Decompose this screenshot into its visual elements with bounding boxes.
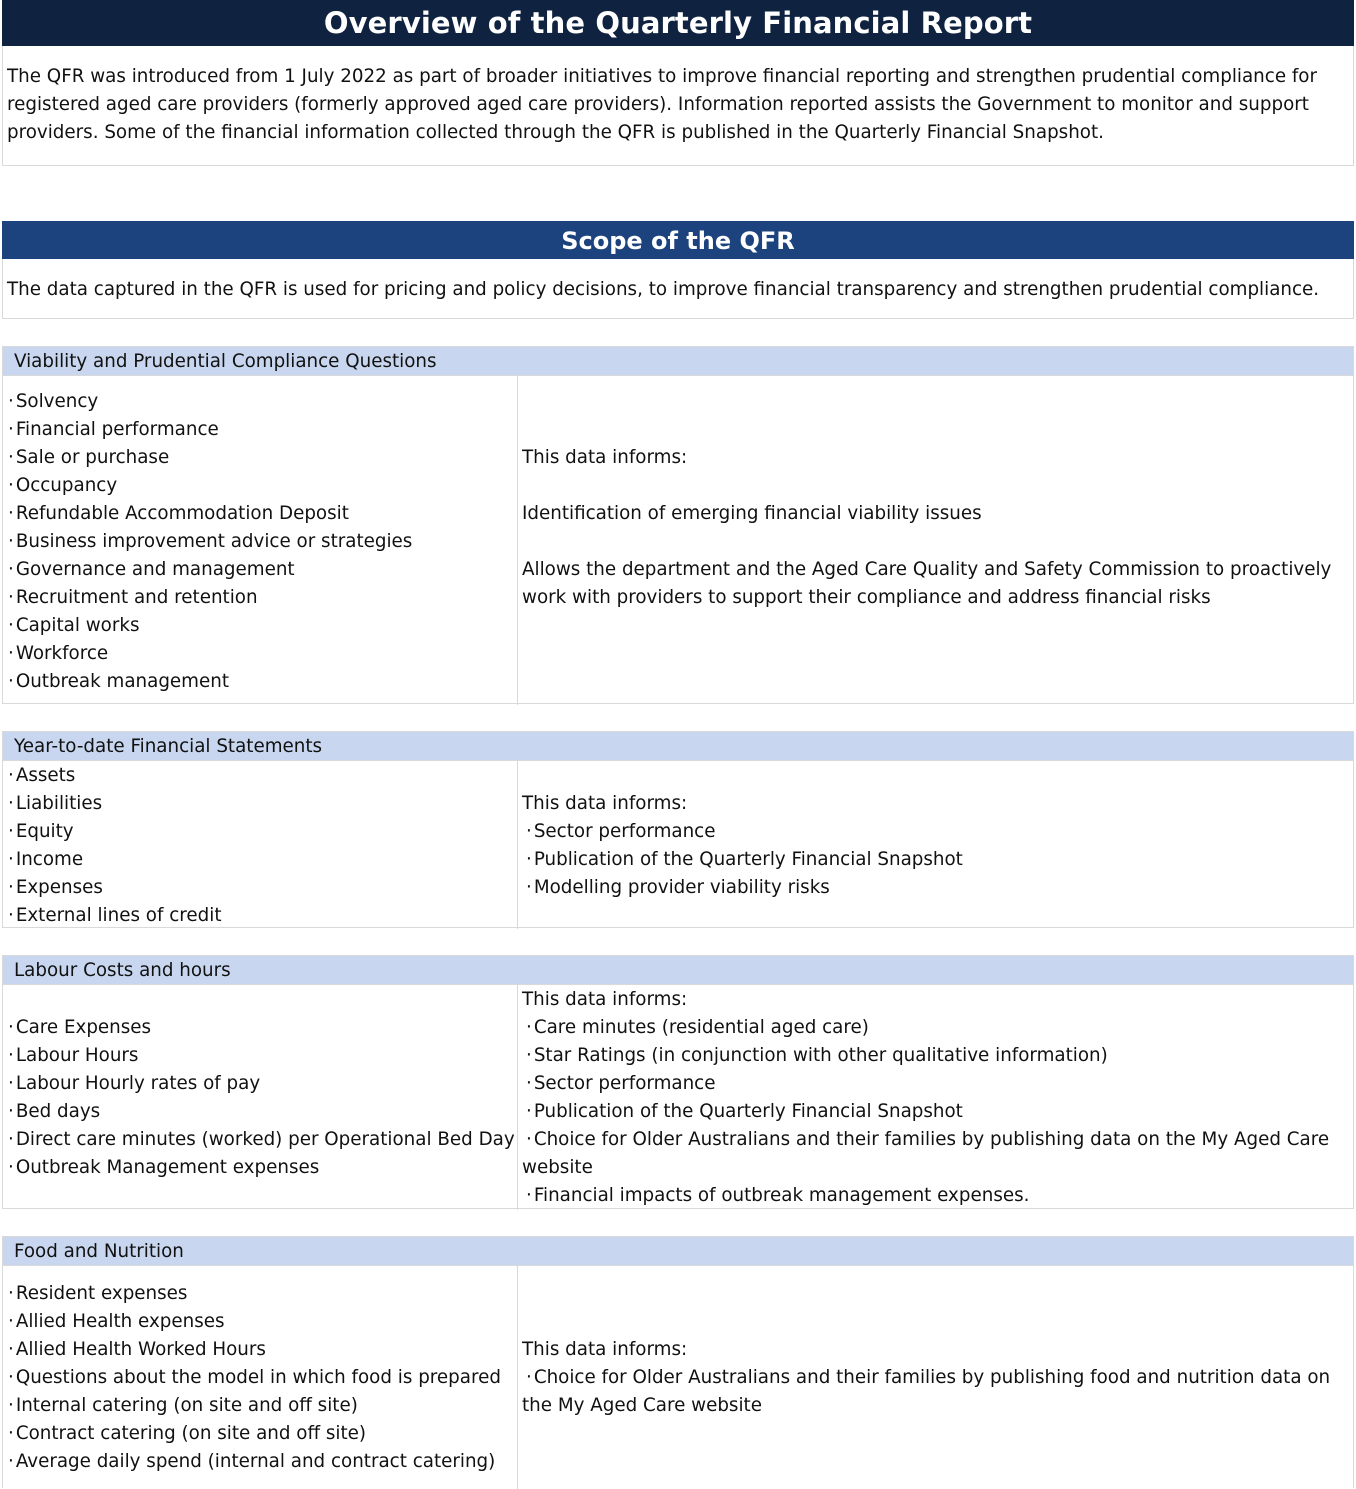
section-viability xyxy=(2,346,1354,704)
informs-item: · Publication of the Quarterly Financial Snapshot xyxy=(522,1098,1351,1126)
scope-text: The data captured in the QFR is used for pricing and policy decisions, to improve financial transparency and strengthen prudential compliance. xyxy=(2,259,1354,319)
informs-label: This data informs: xyxy=(522,989,688,1010)
informs-paragraph: Allows the department and the Aged Care Quality and Safety Commission to proactively work with providers to support their compliance and address financial risks xyxy=(522,559,1332,608)
section-items xyxy=(3,985,518,1210)
informs-item: · Choice for Older Australians and their families by publishing data on the My Aged Care website xyxy=(522,1126,1351,1182)
list-item: · Allied Health Worked Hours xyxy=(8,1336,517,1364)
list-item: · Resident expenses xyxy=(8,1280,517,1308)
list-item: · Internal catering (on site and off site) xyxy=(8,1392,517,1420)
section-heading: Food and Nutrition xyxy=(3,1237,1353,1266)
list-item: · Financial performance xyxy=(8,416,517,444)
intro-paragraph: The QFR was introduced from 1 July 2022 as part of broader initiatives to improve financial reporting and strengthen prudential compliance for registered aged care providers (formerly approved aged care providers). Information reported assists the Government to monitor and support providers. Some of the financial information collected through the QFR is published in the Quarterly Financial Snapshot. xyxy=(2,46,1354,166)
section-items xyxy=(3,376,518,705)
list-item: · Direct care minutes (worked) per Operational Bed Day xyxy=(8,1126,517,1154)
section-ytd-statements xyxy=(2,731,1354,928)
section-informs xyxy=(518,761,1353,929)
section-labour xyxy=(2,955,1354,1209)
section-informs xyxy=(518,1266,1353,1489)
section-heading: Labour Costs and hours xyxy=(3,956,1353,985)
section-heading: Viability and Prudential Compliance Questions xyxy=(3,347,1353,376)
list-item: · Expenses xyxy=(8,874,517,902)
section-heading: Year-to-date Financial Statements xyxy=(3,732,1353,761)
informs-item: · Publication of the Quarterly Financial Snapshot xyxy=(522,846,1351,874)
list-item: · Allied Health expenses xyxy=(8,1308,517,1336)
list-item: · Outbreak Management expenses xyxy=(8,1154,517,1182)
informs-item: · Financial impacts of outbreak management expenses. xyxy=(522,1182,1351,1210)
list-item: · Questions about the model in which food is prepared xyxy=(8,1364,517,1392)
list-item: · Contract catering (on site and off site) xyxy=(8,1420,517,1448)
section-informs xyxy=(518,376,1353,705)
scope-heading: Scope of the QFR xyxy=(2,221,1354,259)
list-item: · Recruitment and retention xyxy=(8,584,517,612)
list-item: · Income xyxy=(8,846,517,874)
list-item: · Equity xyxy=(8,818,517,846)
list-item: · Workforce xyxy=(8,640,517,668)
informs-label: This data informs: xyxy=(522,1339,688,1360)
informs-item: · Sector performance xyxy=(522,1070,1351,1098)
list-item: · Bed days xyxy=(8,1098,517,1126)
list-item: · Labour Hourly rates of pay xyxy=(8,1070,517,1098)
page-title: Overview of the Quarterly Financial Report xyxy=(2,0,1354,46)
list-item: · Sale or purchase xyxy=(8,444,517,472)
informs-label: This data informs: xyxy=(522,447,688,468)
informs-paragraph: Identification of emerging financial viability issues xyxy=(522,503,982,524)
section-informs xyxy=(518,985,1353,1210)
informs-item: · Sector performance xyxy=(522,818,1351,846)
list-item: · Liabilities xyxy=(8,790,517,818)
section-items xyxy=(3,761,518,929)
informs-item: · Care minutes (residential aged care) xyxy=(522,1014,1351,1042)
list-item: · Care Expenses xyxy=(8,1014,517,1042)
section-food-nutrition xyxy=(2,1236,1354,1488)
list-item: · Capital works xyxy=(8,612,517,640)
informs-item: · Modelling provider viability risks xyxy=(522,874,1351,902)
section-items xyxy=(3,1266,518,1489)
informs-item: · Star Ratings (in conjunction with other qualitative information) xyxy=(522,1042,1351,1070)
list-item: · Labour Hours xyxy=(8,1042,517,1070)
informs-label: This data informs: xyxy=(522,793,688,814)
list-item: · Outbreak management xyxy=(8,668,517,696)
informs-item: · Choice for Older Australians and their families by publishing food and nutrition data on the My Aged Care website xyxy=(522,1364,1351,1420)
list-item: · Average daily spend (internal and contract catering) xyxy=(8,1448,517,1476)
list-item: · Occupancy xyxy=(8,472,517,500)
list-item: · Assets xyxy=(8,762,517,790)
list-item: · Refundable Accommodation Deposit xyxy=(8,500,517,528)
list-item: · Solvency xyxy=(8,388,517,416)
list-item: · Business improvement advice or strategies xyxy=(8,528,517,556)
list-item: · External lines of credit xyxy=(8,902,517,930)
list-item: · Governance and management xyxy=(8,556,517,584)
